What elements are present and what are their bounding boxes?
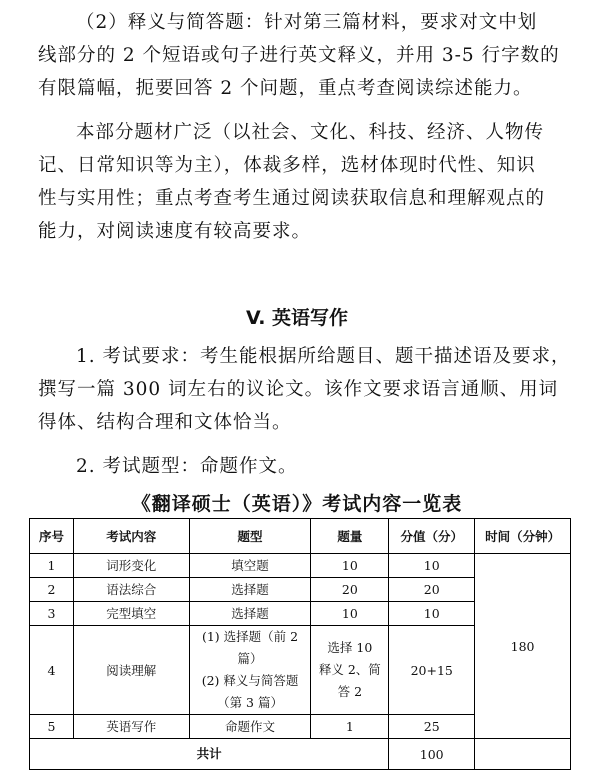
total-time-empty [475,739,571,770]
header-score: 分值（分） [389,519,475,554]
header-time: 时间（分钟） [475,519,571,554]
header-content: 考试内容 [73,519,189,554]
row-type: 选择题 [189,602,311,626]
text-line: 记、日常知识等为主），体裁多样，选材体现时代性、知识 [38,155,536,176]
row-type: 填空题 [189,554,311,578]
header-count: 题量 [311,519,389,554]
row-content: 词形变化 [73,554,189,578]
row-number: 1 [30,554,74,578]
paragraph-reading-task [38,6,566,105]
total-label: 共计 [30,739,389,770]
row-score: 10 [389,554,475,578]
row-number: 5 [30,715,74,739]
row-count-line: 选择 10 [327,640,373,655]
row-number: 2 [30,578,74,602]
text-line: 撰写一篇 300 词左右的议论文。该作文要求语言通顺、用词 [38,379,559,400]
text-line: 有限篇幅，扼要回答 2 个问题，重点考查阅读综述能力。 [38,78,533,99]
row-count: 10 [311,554,389,578]
row-content: 语法综合 [73,578,189,602]
text-line: 线部分的 2 个短语或句子进行英文释义，并用 3-5 行字数的 [38,45,560,66]
row-number: 3 [30,602,74,626]
row-content: 英语写作 [73,715,189,739]
row-type-line: (1) 选择题（前 2 篇） [201,629,299,666]
text-line: 能力，对阅读速度有较高要求。 [38,221,312,242]
text-line: 性与实用性；重点考查考生通过阅读获取信息和理解观点的 [38,188,546,209]
row-count: 1 [311,715,389,739]
header-number: 序号 [30,519,74,554]
row-count: 20 [311,578,389,602]
row-count-line: 答 2 [337,684,363,699]
row-number: 4 [30,626,74,715]
exam-content-table [29,518,571,770]
row-content: 阅读理解 [73,626,189,715]
time-cell: 180 [475,554,571,739]
row-score: 20 [389,578,475,602]
text-line: 本部分题材广泛（以社会、文化、科技、经济、人物传 [76,122,545,143]
table-row [30,554,571,578]
paragraph-writing-type [38,450,566,483]
row-type-line: (2) 释义与简答题 [201,673,299,688]
row-type: 选择题 [189,578,311,602]
paragraph-writing-requirements [38,340,571,439]
table-header-row [30,519,571,554]
text-line: 得体、结构合理和文体恰当。 [38,412,292,433]
row-count: 10 [311,602,389,626]
text-line: 1. 考试要求：考生能根据所给题目、题干描述语及要求， [76,346,571,367]
header-type: 题型 [189,519,311,554]
paragraph-reading-materials [38,116,566,248]
row-type: 命题作文 [189,715,311,739]
text-line: 2. 考试题型：命题作文。 [76,456,298,477]
section-title: V. 英语写作 [245,307,349,329]
total-score: 100 [389,739,475,770]
row-score: 10 [389,602,475,626]
row-content: 完型填空 [73,602,189,626]
table-title: 《翻译硕士（英语）》考试内容一览表 [131,493,463,515]
row-type [189,626,311,715]
row-score: 25 [389,715,475,739]
row-count [311,626,389,715]
row-score: 20+15 [389,626,475,715]
row-type-line: （第 3 篇） [217,695,283,710]
text-line: （2）释义与简答题：针对第三篇材料，要求对文中划 [76,12,538,33]
table-total-row [30,739,571,770]
row-count-line: 释义 2、简 [318,662,381,677]
